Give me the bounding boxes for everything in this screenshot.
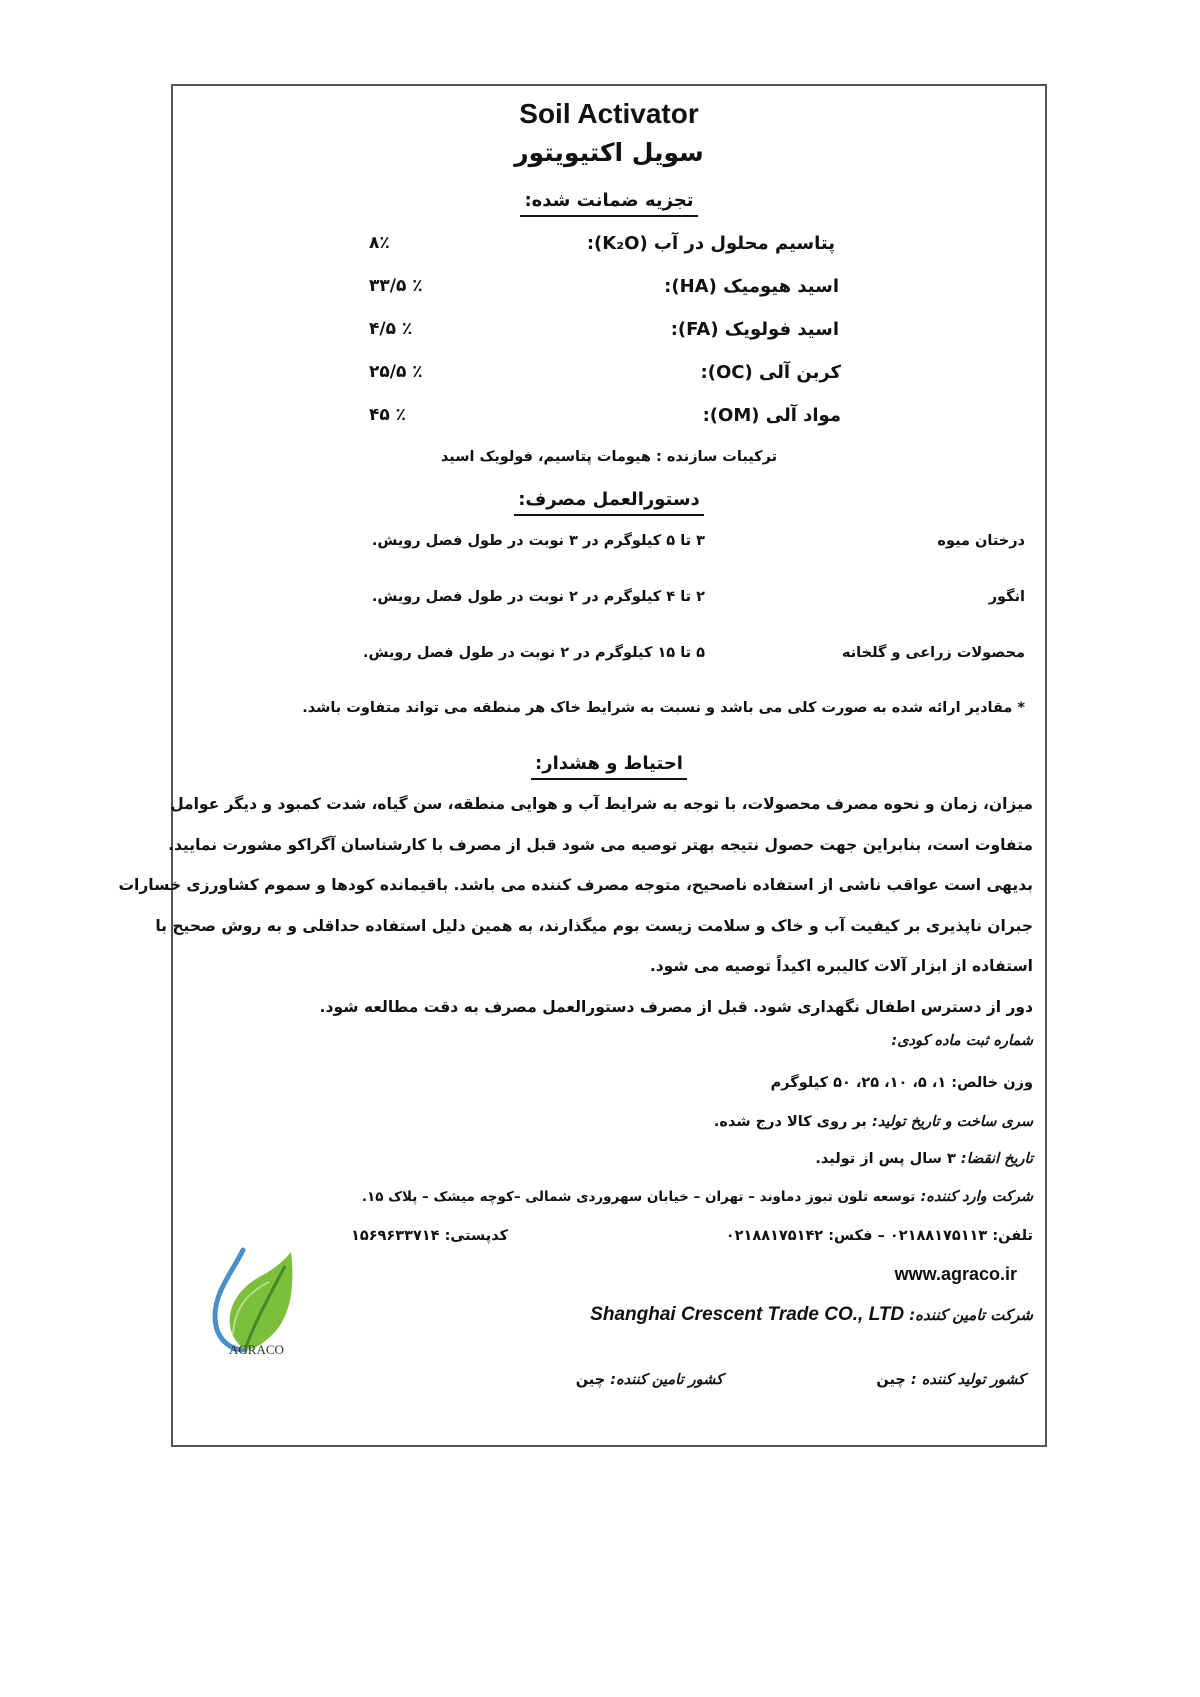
agraco-logo-text: AGRACO [229, 1342, 284, 1357]
producer-country [876, 1369, 1025, 1388]
analysis-value-k2o: ۸٪ [369, 233, 390, 253]
caution-line: بدیهی است عواقب ناشی از استفاده ناصحیح، متوجه مصرف کننده می باشد. باقیمانده کودها و سموم کشاورزی خسارات [118, 876, 1033, 894]
analysis-label-fa: اسید فولویک (FA): [670, 319, 839, 340]
usage-note: * مقادیر ارائه شده به صورت کلی می باشد و نسبت به شرایط خاک هر منطقه می تواند متفاوت باشد. [302, 700, 1025, 716]
producer-country-value: چین [876, 1372, 906, 1388]
postal-info [351, 1225, 508, 1244]
label-frame [118, 84, 1047, 1447]
producer-country-label: کشور تولید کننده : [910, 1372, 1025, 1388]
supplier-country-label: کشور تامین کننده: [610, 1372, 723, 1388]
postal-label: کدپستی: [444, 1228, 509, 1244]
fax-value: ۰۲۱۸۸۱۷۵۱۴۲ [725, 1228, 824, 1244]
caution-line: جبران ناپذیری بر کیفیت آب و خاک و سلامت زیست بوم میگذارند، به همین دلیل استفاده حداقلی و به روش صحیح با [155, 916, 1033, 935]
net-weight-value: ۱، ۵، ۱۰، ۲۵، ۵۰ کیلوگرم [770, 1075, 947, 1091]
website-link[interactable]: www.agraco.ir [894, 1264, 1017, 1284]
batch-label: سری ساخت و تاریخ تولید: [871, 1114, 1033, 1130]
product-title-en: Soil Activator [519, 98, 699, 129]
importer-value: توسعه تلون تبوز دماوند – تهران – خیابان سهروردی شمالی –کوچه میشک – پلاک ۱۵. [361, 1189, 916, 1205]
usage-crop-grape: انگور [988, 589, 1025, 605]
analysis-label-oc: کربن آلی (OC): [700, 362, 841, 383]
expiry-info [815, 1148, 1033, 1167]
keep-away-text: دور از دسترس اطفال نگهداری شود. قبل از مصرف دستورالعمل مصرف به دقت مطالعه شود. [319, 997, 1033, 1016]
caution-line: متفاوت است، بنابراین جهت حصول نتیجه بهتر توصیه می شود قبل از مصرف با کارشناسان آگراکو مشورت نمایید. [168, 835, 1033, 854]
phone-label: تلفن: [992, 1228, 1033, 1244]
analysis-label-om: مواد آلی (OM): [702, 405, 841, 426]
analysis-value-ha: ۳۳/۵ ٪ [369, 276, 423, 296]
phone-value: ۰۲۱۸۸۱۷۵۱۱۳ – [877, 1228, 988, 1244]
phone-fax-info [726, 1225, 1033, 1244]
net-weight-label: وزن خالص: [951, 1075, 1033, 1091]
agraco-logo [209, 1246, 299, 1366]
importer-info [362, 1186, 1033, 1205]
net-weight [771, 1072, 1033, 1091]
batch-value: بر روی کالا درج شده. [713, 1114, 867, 1130]
expiry-label: تاریخ انقضا: [960, 1151, 1033, 1167]
supplier-value: Shanghai Crescent Trade CO., LTD [590, 1304, 905, 1325]
caution-heading: احتیاط و هشدار: [173, 753, 1045, 774]
batch-info [714, 1111, 1033, 1130]
fax-label: فکس: [828, 1228, 873, 1244]
guaranteed-analysis-heading: تجزیه ضمانت شده: [173, 190, 1045, 211]
analysis-value-om: ۴۵ ٪ [369, 405, 407, 425]
ingredients-text: ترکیبات سازنده : هیومات پتاسیم، فولویک اسید [440, 449, 778, 465]
usage-crop-field-greenhouse: محصولات زراعی و گلخانه [841, 645, 1025, 661]
supplier-info [590, 1304, 1033, 1326]
analysis-value-oc: ۲۵/۵ ٪ [369, 362, 423, 382]
product-title-fa: سویل اکتیویتور [514, 138, 704, 167]
analysis-label-ha: اسید هیومیک (HA): [664, 276, 839, 297]
analysis-label-k2o: پتاسیم محلول در آب (K₂O): [586, 233, 835, 254]
caution-line: استفاده از ابزار آلات کالیبره اکیداً توصیه می شود. [649, 957, 1033, 975]
registration-number: شماره ثبت ماده کودی: [891, 1033, 1033, 1049]
caution-paragraph [118, 784, 1033, 1027]
usage-heading: دستورالعمل مصرف: [173, 489, 1045, 510]
usage-dose-field-greenhouse: ۵ تا ۱۵ کیلوگرم در ۲ نوبت در طول فصل رویش. [362, 645, 705, 661]
supplier-country-value: چین [575, 1372, 606, 1388]
usage-dose-fruit-trees: ۳ تا ۵ کیلوگرم در ۳ نوبت در طول فصل رویش. [371, 533, 705, 549]
usage-dose-grape: ۲ تا ۴ کیلوگرم در ۲ نوبت در طول فصل رویش. [371, 589, 705, 605]
caution-line: میزان، زمان و نحوه مصرف محصولات، با توجه به شرایط آب و هوایی منطقه، سن گیاه، شدت کمبود و دیگر عوامل [170, 795, 1033, 813]
postal-value: ۱۵۶۹۶۳۳۷۱۴ [351, 1228, 440, 1244]
usage-crop-fruit-trees: درختان میوه [937, 533, 1025, 549]
supplier-country [576, 1369, 723, 1388]
supplier-label: شرکت تامین کننده: [909, 1306, 1033, 1324]
expiry-value: ۳ سال پس از تولید. [815, 1151, 956, 1167]
analysis-value-fa: ۴/۵ ٪ [369, 319, 413, 339]
importer-label: شرکت وارد کننده: [920, 1189, 1033, 1205]
